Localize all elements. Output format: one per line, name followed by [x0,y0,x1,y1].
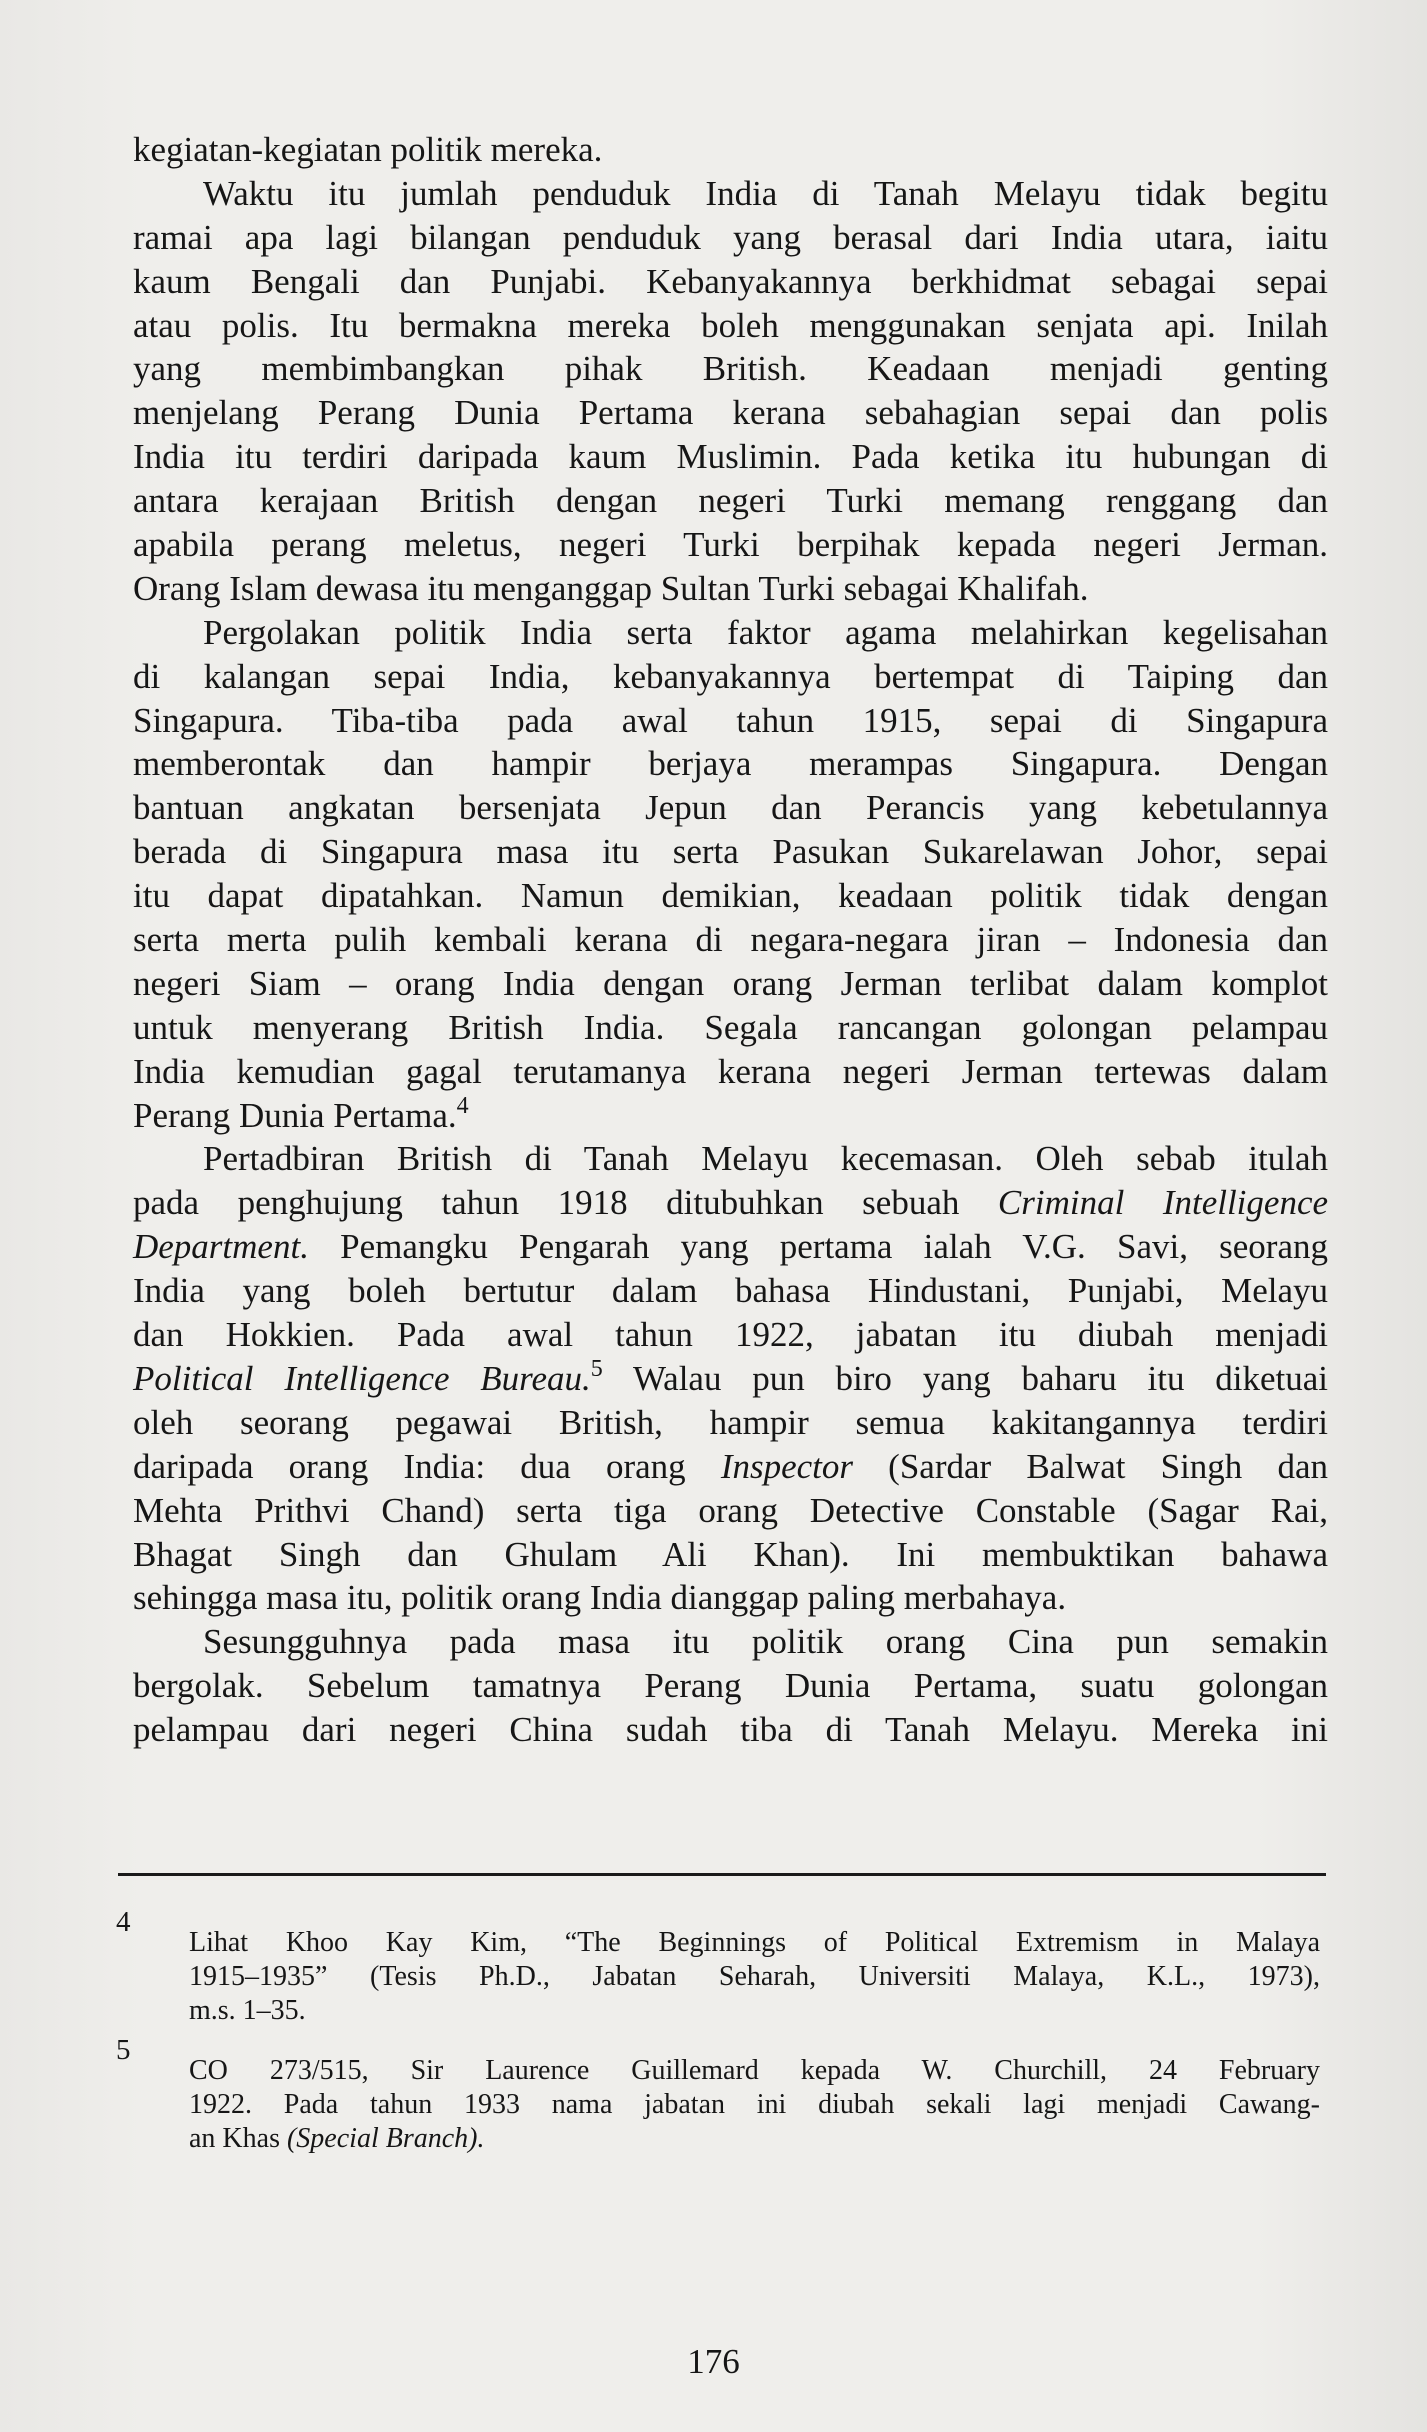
body-line [133,1445,1328,1489]
body-line: di kalangan sepai India, kebanyakannya bertempat di Taiping dan [133,656,1328,696]
body-line: Waktu itu jumlah penduduk India di Tanah Melayu tidak begitu [203,173,1328,213]
body-line [133,1357,1328,1401]
footnote-line: 1922. Pada tahun 1933 nama jabatan ini diubah sekali lagi menjadi Cawang- [189,2089,1320,2120]
footnote-line-text: an Khas [189,2123,280,2154]
body-line: kegiatan-kegiatan politik mereka. [133,130,603,169]
body-line-text: pada penghujung tahun 1918 ditubuhkan sebuah [133,1183,960,1223]
body-text [133,128,1328,1752]
body-line-text: Perang Dunia Pertama. [133,1095,457,1135]
body-line: Pertadbiran British di Tanah Melayu kecemasan. Oleh sebab itulah [203,1139,1328,1179]
italic-term: Criminal Intelligence [997,1183,1329,1223]
footnote-line [189,2122,1320,2156]
body-line: bergolak. Sebelum tamatnya Perang Dunia Pertama, suatu golongan [133,1666,1328,1706]
body-line: Bhagat Singh dan Ghulam Ali Khan). Ini membuktikan bahawa [133,1534,1328,1574]
footnote-ref: 5 [590,1355,603,1382]
footnote-line: Lihat Khoo Kay Kim, “The Beginnings of Political Extremism in Malaya [189,1927,1320,1958]
body-line: antara kerajaan British dengan negeri Turki memang renggang dan [133,481,1328,521]
body-line: untuk menyerang British India. Segala rancangan golongan pelampau [133,1007,1328,1047]
footnote-ref: 4 [456,1092,469,1119]
body-line: Orang Islam dewasa itu menganggap Sultan Turki sebagai Khalifah. [133,568,1089,608]
body-line: memberontak dan hampir berjaya merampas Singapura. Dengan [133,744,1328,784]
body-line: atau polis. Itu bermakna mereka boleh menggunakan senjata api. Inilah [133,305,1328,345]
body-line [133,1181,1328,1225]
body-line: berada di Singapura masa itu serta Pasukan Sukarelawan Johor, sepai [133,832,1328,872]
body-line: kaum Bengali dan Punjabi. Kebanyakannya berkhidmat sebagai sepai [133,261,1328,301]
body-line: oleh seorang pegawai British, hampir semua kakitangannya terdiri [133,1402,1328,1442]
footnote-divider [118,1873,1326,1876]
body-line: India itu terdiri daripada kaum Muslimin. Pada ketika itu hubungan di [133,437,1328,477]
body-line [133,1225,1328,1269]
body-line: Mehta Prithvi Chand) serta tiga orang Detective Constable (Sagar Rai, [133,1490,1328,1530]
footnote-text [189,1926,1320,2028]
body-line: India yang boleh bertutur dalam bahasa Hindustani, Punjabi, Melayu [133,1271,1328,1311]
footnote-line: m.s. 1–35. [189,1995,306,2026]
body-line [133,1094,1328,1138]
italic-term: Inspector [720,1446,854,1486]
footnote-number: 4 [116,1906,131,1938]
body-line: pelampau dari negeri China sudah tiba di Tanah Melayu. Mereka ini [133,1710,1328,1750]
body-line-text: Walau pun biro yang baharu itu diketuai [632,1358,1328,1398]
page-number: 176 [687,2342,740,2381]
body-line: Singapura. Tiba-tiba pada awal tahun 1915, sepai di Singapura [133,700,1328,740]
body-line: ramai apa lagi bilangan penduduk yang berasal dari India utara, iaitu [133,217,1328,257]
body-line: bantuan angkatan bersenjata Jepun dan Perancis yang kebetulannya [133,788,1328,828]
body-line: dan Hokkien. Pada awal tahun 1922, jabatan itu diubah menjadi [133,1315,1328,1355]
italic-term: Department. [133,1227,309,1267]
footnote-line: 1915–1935” (Tesis Ph.D., Jabatan Seharah, Universiti Malaya, K.L., 1973), [189,1961,1320,1992]
body-line-text: (Sardar Balwat Singh dan [888,1446,1328,1486]
italic-term: (Special Branch). [286,2123,485,2154]
body-line: yang membimbangkan pihak British. Keadaan menjadi genting [133,349,1328,389]
footnote-text [189,2054,1320,2156]
body-line: sehingga masa itu, politik orang India dianggap paling merbahaya. [133,1578,1067,1618]
footnote-number: 5 [116,2034,131,2066]
body-line: Pergolakan politik India serta faktor agama melahirkan kegelisahan [203,612,1328,652]
body-line-text: Pemangku Pengarah yang pertama ialah V.G. Savi, seorang [340,1227,1328,1267]
italic-term: Political Intelligence Bureau. [133,1358,591,1398]
footnote-line: CO 273/515, Sir Laurence Guillemard kepada W. Churchill, 24 February [189,2055,1320,2086]
body-line: menjelang Perang Dunia Pertama kerana sebahagian sepai dan polis [133,393,1328,433]
body-line: negeri Siam – orang India dengan orang Jerman terlibat dalam komplot [133,963,1328,1003]
body-line: itu dapat dipatahkan. Namun demikian, keadaan politik tidak dengan [133,876,1328,916]
body-line: Sesungguhnya pada masa itu politik orang Cina pun semakin [203,1622,1328,1662]
body-line: India kemudian gagal terutamanya kerana negeri Jerman tertewas dalam [133,1051,1328,1091]
body-line: apabila perang meletus, negeri Turki berpihak kepada negeri Jerman. [133,525,1328,565]
body-line: serta merta pulih kembali kerana di negara-negara jiran – Indonesia dan [133,920,1328,960]
body-line-text: daripada orang India: dua orang [133,1446,686,1486]
